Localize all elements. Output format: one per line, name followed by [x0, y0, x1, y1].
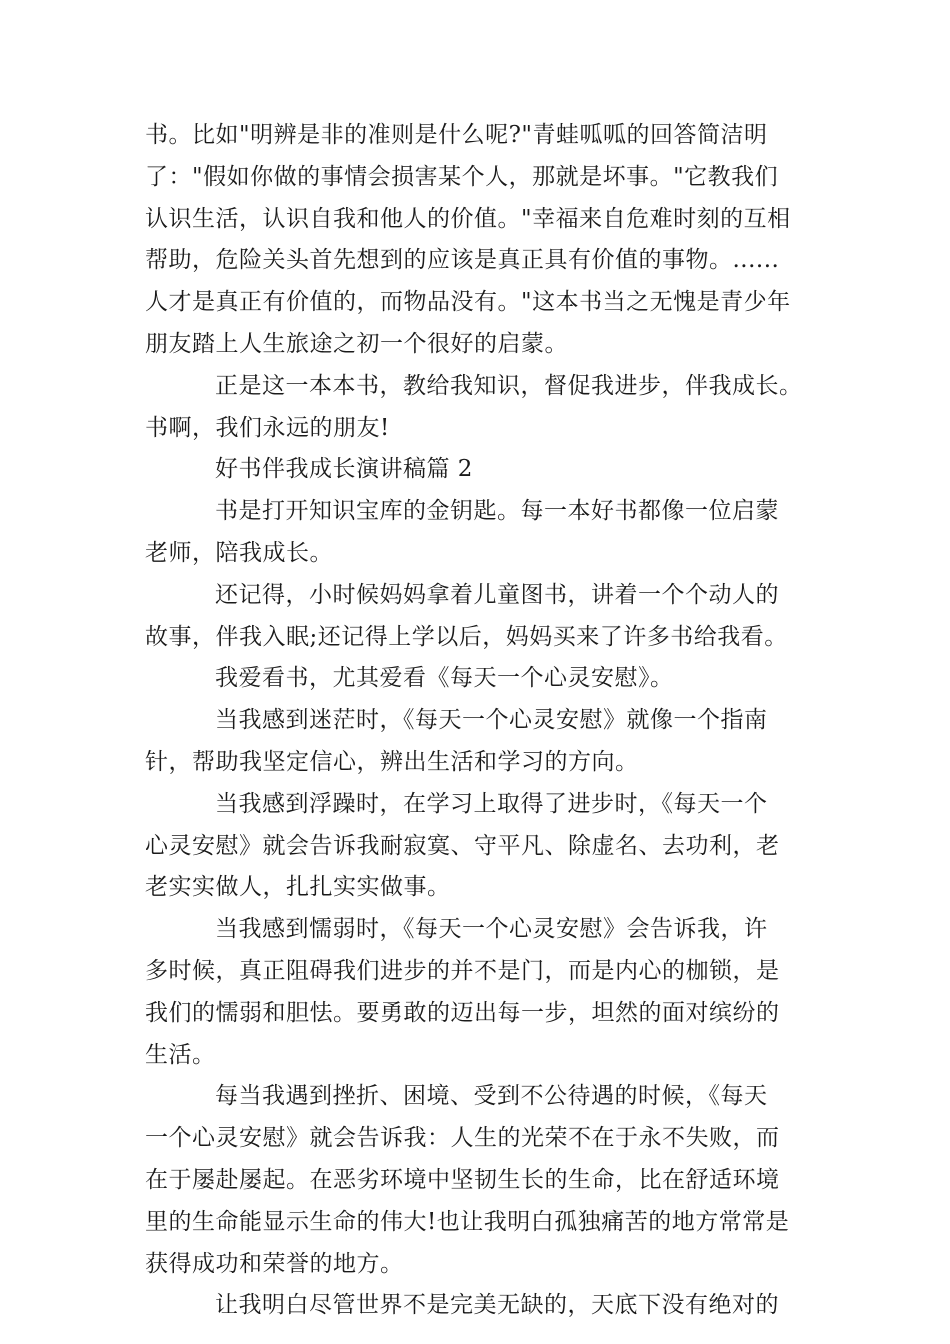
text-line: 当我感到懦弱时，《每天一个心灵安慰》会告诉我，许: [215, 916, 768, 943]
text-line: 当我感到浮躁时，在学习上取得了进步时，《每天一个: [215, 790, 768, 817]
text-line: 里的生命能显示生命的伟大!也让我明白孤独痛苦的地方常常是: [145, 1208, 790, 1235]
text-line: 每当我遇到挫折、困境、受到不公待遇的时候，《每天: [215, 1083, 768, 1110]
text-line: 朋友踏上人生旅途之初一个很好的启蒙。: [145, 330, 568, 357]
text-line: 获得成功和荣誉的地方。: [145, 1250, 404, 1277]
text-line: 了："假如你做的事情会损害某个人，那就是坏事。"它教我们: [145, 163, 779, 190]
text-line: 帮助，危险关头首先想到的应该是真正具有价值的事物。......: [145, 247, 780, 274]
text-line: 书。比如"明辨是非的准则是什么呢?"青蛙呱呱的回答简洁明: [145, 122, 768, 148]
body-text: [145, 115, 810, 1327]
text-line: 老实实做人，扎扎实实做事。: [145, 874, 451, 901]
text-line: 让我明白尽管世界不是完美无缺的，天底下没有绝对的: [215, 1292, 779, 1319]
text-line: 故事，伴我入眠;还记得上学以后，妈妈买来了许多书给我看。: [145, 623, 788, 650]
text-line: 还记得，小时候妈妈拿着儿童图书，讲着一个个动人的: [215, 581, 779, 608]
text-line: 老师，陪我成长。: [145, 539, 333, 566]
text-line: 针，帮助我坚定信心，辨出生活和学习的方向。: [145, 748, 639, 775]
text-line: 我们的懦弱和胆怯。要勇敢的迈出每一步，坦然的面对缤纷的: [145, 999, 780, 1026]
text-line: 多时候，真正阻碍我们进步的并不是门，而是内心的枷锁，是: [145, 957, 780, 984]
text-line: 书啊，我们永远的朋友!: [145, 414, 390, 441]
text-line: 一个心灵安慰》就会告诉我：人生的光荣不在于永不失败，而: [145, 1125, 780, 1152]
text-line: 我爱看书，尤其爱看《每天一个心灵安慰》。: [215, 665, 674, 692]
text-line: 在于屡赴屡起。在恶劣环境中坚韧生长的生命，比在舒适环境: [145, 1166, 780, 1193]
text-line: 人才是真正有价值的，而物品没有。"这本书当之无愧是青少年: [145, 289, 791, 316]
text-line: 书是打开知识宝库的金钥匙。每一本好书都像一位启蒙: [215, 498, 779, 525]
text-line: 生活。: [145, 1041, 216, 1068]
text-line: 当我感到迷茫时，《每天一个心灵安慰》就像一个指南: [215, 707, 768, 734]
text-line: 好书伴我成长演讲稿篇 2: [215, 456, 473, 483]
text-line: 正是这一本本书，教给我知识，督促我进步，伴我成长。: [215, 372, 803, 399]
text-line: 认识生活，认识自我和他人的价值。"幸福来自危难时刻的互相: [145, 205, 791, 232]
text-line: 心灵安慰》就会告诉我耐寂寞、守平凡、除虚名、去功利，老: [145, 832, 780, 859]
